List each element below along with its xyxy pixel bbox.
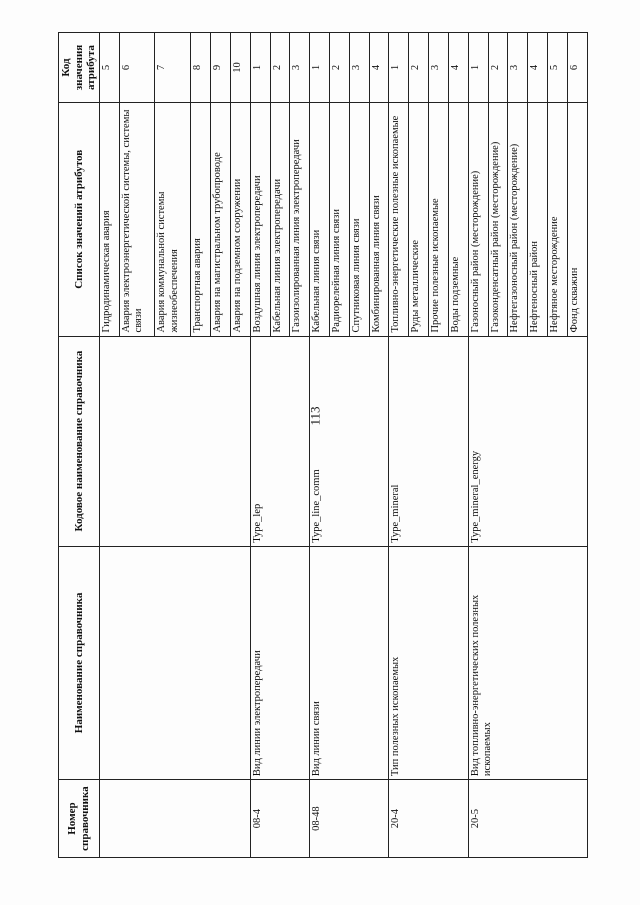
group-name — [99, 546, 250, 779]
attribute-code: 3 — [349, 33, 369, 103]
attribute-code: 1 — [389, 33, 409, 103]
attribute-value: Кабельная линия электропередачи — [270, 103, 290, 336]
table-row — [250, 33, 270, 858]
attribute-code: 1 — [310, 33, 330, 103]
attribute-value: Газоконденсатный район (месторождение) — [488, 103, 508, 336]
header-name: Наименование справочника — [59, 546, 100, 779]
attribute-value: Прочие полезные ископаемые — [429, 103, 449, 336]
group-number: 08-4 — [250, 780, 309, 858]
attribute-code: 4 — [369, 33, 389, 103]
attribute-value: Фонд скважин — [567, 103, 587, 336]
attribute-value: Нефтяное месторождение — [548, 103, 568, 336]
header-values: Список значений атрибутов — [59, 103, 100, 336]
attribute-code: 1 — [250, 33, 270, 103]
group-name: Вид линии электропередачи — [250, 546, 309, 779]
attribute-code: 6 — [567, 33, 587, 103]
header-number: Номер справочника — [59, 780, 100, 858]
attribute-code: 3 — [508, 33, 528, 103]
table-row — [99, 33, 119, 858]
attribute-code: 4 — [448, 33, 468, 103]
attribute-value: Топливно-энергетические полезные ископаемые — [389, 103, 409, 336]
attribute-code: 1 — [468, 33, 488, 103]
attribute-value: Руды металлические — [409, 103, 429, 336]
attribute-code: 9 — [211, 33, 231, 103]
attribute-value: Гидродинамическая авария — [99, 103, 119, 336]
attribute-code: 2 — [270, 33, 290, 103]
table-body — [99, 33, 587, 858]
attribute-value: Кабельная линия связи — [310, 103, 330, 336]
group-name: Тип полезных ископаемых — [389, 546, 468, 779]
reference-table — [58, 32, 588, 858]
group-number — [99, 780, 250, 858]
group-code-name: Type_mineral — [389, 336, 468, 546]
header-code: Код значения атрибута — [59, 33, 100, 103]
reference-table-wrapper — [58, 32, 588, 858]
group-code-name: Type_line_comm — [310, 336, 389, 546]
group-name: Вид линии связи — [310, 546, 389, 779]
attribute-code: 3 — [290, 33, 310, 103]
attribute-code: 2 — [329, 33, 349, 103]
attribute-code: 5 — [99, 33, 119, 103]
group-number: 20-4 — [389, 780, 468, 858]
table-header-row — [59, 33, 100, 858]
attribute-value: Радиорелейная линия связи — [329, 103, 349, 336]
attribute-code: 2 — [409, 33, 429, 103]
attribute-value: Нефтегазоносный район (месторождение) — [508, 103, 528, 336]
attribute-value: Нефтеносный район — [528, 103, 548, 336]
attribute-value: Спутниковая линия связи — [349, 103, 369, 336]
attribute-code: 7 — [155, 33, 191, 103]
attribute-code: 4 — [528, 33, 548, 103]
group-number: 08-48 — [310, 780, 389, 858]
attribute-code: 3 — [429, 33, 449, 103]
attribute-code: 5 — [548, 33, 568, 103]
attribute-value: Комбинированная линия связи — [369, 103, 389, 336]
attribute-code: 6 — [119, 33, 155, 103]
table-row — [468, 33, 488, 858]
table-row — [389, 33, 409, 858]
group-name: Вид топливно-энергетических полезных ископаемых — [468, 546, 587, 779]
attribute-code: 8 — [191, 33, 211, 103]
attribute-code: 2 — [488, 33, 508, 103]
attribute-code: 10 — [230, 33, 250, 103]
header-code-name: Кодовое наименование справочника — [59, 336, 100, 546]
attribute-value: Авария на магистральном трубопроводе — [211, 103, 231, 336]
attribute-value: Воздушная линия электропередачи — [250, 103, 270, 336]
group-code-name: Type_lep — [250, 336, 309, 546]
table-row — [310, 33, 330, 858]
attribute-value: Газоносный район (месторождение) — [468, 103, 488, 336]
group-number: 20-5 — [468, 780, 587, 858]
attribute-value: Транспортная авария — [191, 103, 211, 336]
attribute-value: Авария электроэнергетической системы, системы связи — [119, 103, 155, 336]
group-code-name: Type_mineral_energy — [468, 336, 587, 546]
attribute-value: Авария на подземном сооружении — [230, 103, 250, 336]
page-number: 113 — [307, 406, 323, 426]
attribute-value: Воды подземные — [448, 103, 468, 336]
attribute-value: Авария коммунальной системы жизнеобеспечения — [155, 103, 191, 336]
attribute-value: Газоизолированная линия электропередачи — [290, 103, 310, 336]
group-code-name — [99, 336, 250, 546]
